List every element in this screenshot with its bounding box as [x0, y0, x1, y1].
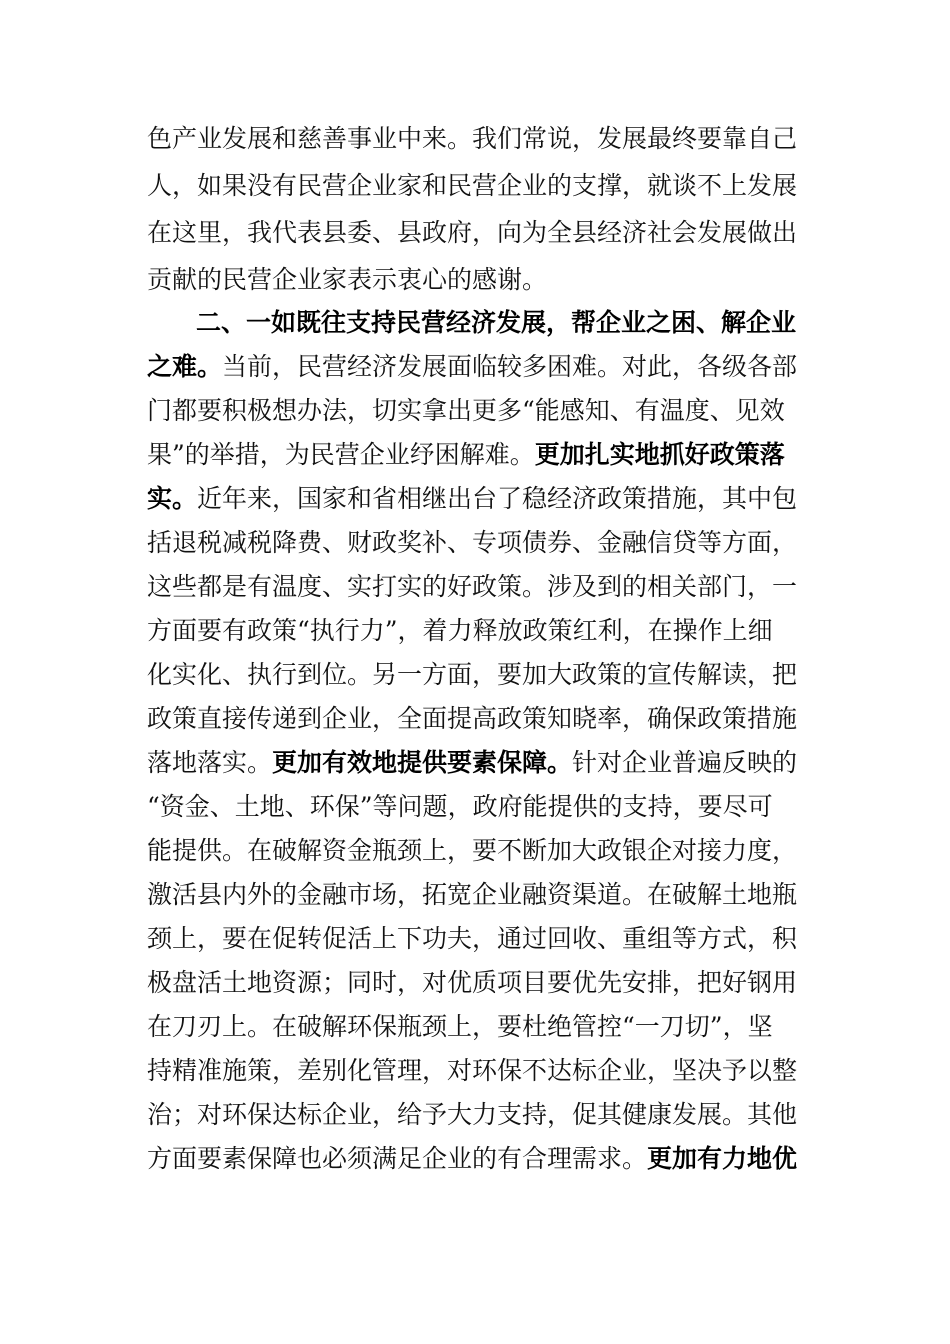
text-line: [147, 521, 817, 565]
text-line: [147, 164, 817, 208]
text-line: [147, 1093, 817, 1137]
text-run: 能提供。在破解资金瓶颈上，要不断加大政银企对接力度，: [147, 836, 798, 865]
text-line: [147, 258, 817, 302]
text-run: 激活县内外的金融市场，拓宽企业融资渠道。在破解土地瓶: [147, 880, 798, 909]
text-line: [147, 211, 817, 255]
text-line: [147, 653, 817, 697]
text-line: [147, 117, 817, 161]
text-line: [147, 917, 817, 961]
text-run: 当前，民营经济发展面临较多困难。对此，各级各部: [222, 352, 798, 381]
text-run: 针对企业普遍反映的: [572, 748, 798, 777]
text-run: 治；对环保达标企业，给予大力支持，促其健康发展。其他: [147, 1100, 798, 1129]
text-run: “资金、土地、环保”等问题，政府能提供的支持，要尽可: [147, 792, 773, 821]
text-line: [147, 873, 817, 917]
text-run: 人，如果没有民营企业家和民营企业的支撑，就谈不上发展: [147, 171, 798, 200]
text-line: [147, 389, 817, 433]
bold-subheading: 更加有效地提供要素保障。: [272, 748, 573, 777]
text-run: 落地落实。: [147, 748, 273, 777]
text-run: 方面要素保障也必须满足企业的有合理需求。: [147, 1144, 648, 1173]
text-line: [147, 741, 817, 785]
text-line: [147, 609, 817, 653]
text-run: 括退税减税降费、财政奖补、专项债券、金融信贷等方面，: [147, 528, 798, 557]
text-run: 门都要积极想办法，切实拿出更多“能感知、有温度、见效: [147, 396, 785, 425]
text-run: 政策直接传递到企业，全面提高政策知晓率，确保政策措施: [147, 704, 798, 733]
section-heading-line: [196, 301, 817, 345]
text-line: [147, 565, 817, 609]
text-line: [147, 1005, 817, 1049]
text-run: 近年来，国家和省相继出台了稳经济政策措施，其中包: [197, 484, 798, 513]
text-line: [147, 1137, 817, 1181]
text-run: 持精准施策，差别化管理，对环保不达标企业，坚决予以整: [147, 1056, 798, 1085]
text-line: [147, 829, 817, 873]
text-line: [147, 345, 817, 389]
text-run: 贡献的民营企业家表示衷心的感谢。: [147, 265, 548, 294]
text-run: 色产业发展和慈善事业中来。我们常说，发展最终要靠自己: [147, 124, 798, 153]
section-heading-end: 之难。: [147, 352, 223, 381]
bold-subheading: 更加有力地优: [647, 1144, 798, 1173]
text-run: 颈上，要在促转促活上下功夫，通过回收、重组等方式，积: [147, 924, 798, 953]
text-line: [147, 433, 817, 477]
text-run: 方面要有政策“执行力”，着力释放政策红利，在操作上细: [147, 616, 773, 645]
text-run: 果”的举措，为民营企业纾困解难。: [147, 440, 535, 469]
text-line: [147, 961, 817, 1005]
text-run: 极盘活土地资源；同时，对优质项目要优先安排，把好钢用: [147, 968, 798, 997]
section-heading: 二、一如既往支持民营经济发展，帮企业之困、解企业: [196, 308, 797, 337]
text-run: 化实化、执行到位。另一方面，要加大政策的宣传解读，把: [147, 660, 798, 689]
text-run: 在刀刃上。在破解环保瓶颈上，要杜绝管控“一刀切”，坚: [147, 1012, 773, 1041]
text-run: 在这里，我代表县委、县政府，向为全县经济社会发展做出: [147, 218, 798, 247]
text-run: 这些都是有温度、实打实的好政策。涉及到的相关部门，一: [147, 572, 798, 601]
text-line: [147, 785, 817, 829]
text-line: [147, 697, 817, 741]
bold-subheading: 更加扎实地抓好政策落: [534, 440, 785, 469]
text-line: [147, 477, 817, 521]
bold-subheading-end: 实。: [147, 484, 198, 513]
text-line: [147, 1049, 817, 1093]
